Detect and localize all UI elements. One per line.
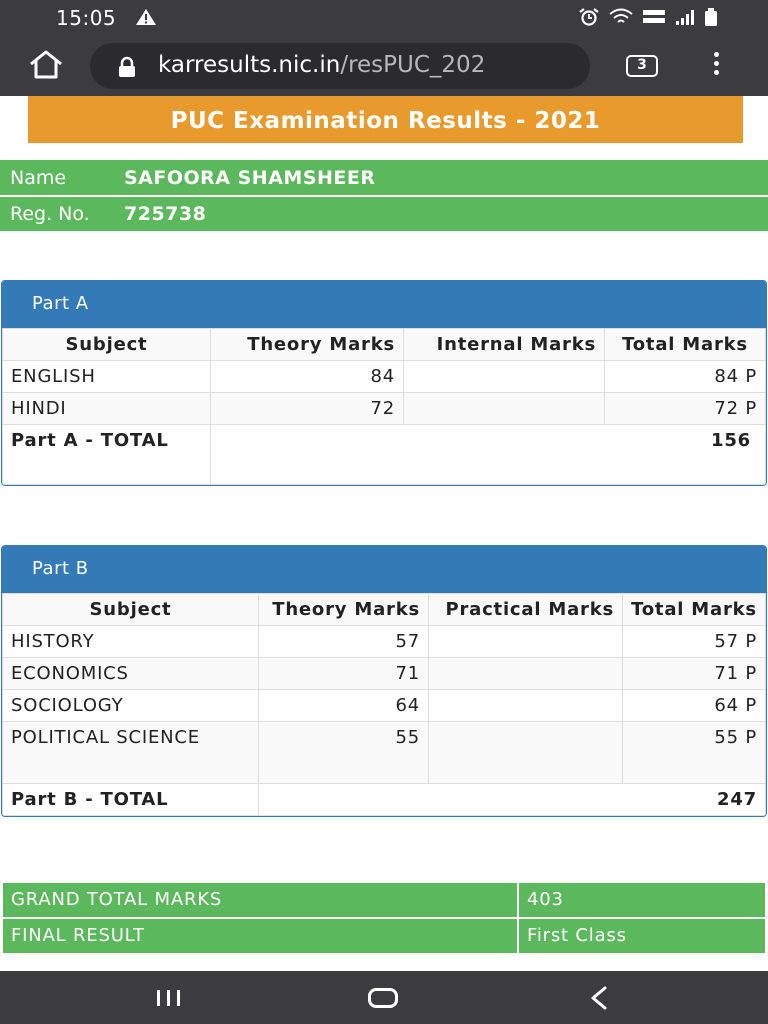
part-a-panel — [1, 280, 767, 486]
column-header: Internal Marks — [404, 329, 605, 361]
navigation-bar — [0, 971, 768, 1024]
subject-cell: HISTORY — [3, 626, 259, 658]
part-a-total: 156 — [211, 425, 766, 485]
total-cell: 71 P — [623, 658, 766, 690]
part-a-total-label: Part A - TOTAL — [3, 425, 211, 485]
part-b-table — [2, 593, 766, 816]
theory-cell: 84 — [211, 361, 404, 393]
column-header: Theory Marks — [211, 329, 404, 361]
status-bar — [0, 0, 768, 34]
part-b-title: Part B — [2, 546, 766, 593]
internal-cell — [404, 361, 605, 393]
reg-label: Reg. No. — [10, 203, 90, 225]
reg-no-row — [0, 195, 768, 231]
part-b-total-label: Part B - TOTAL — [3, 784, 259, 816]
column-header: Subject — [3, 329, 211, 361]
total-cell: 57 P — [623, 626, 766, 658]
home-icon[interactable] — [28, 50, 64, 80]
subject-cell: HINDI — [3, 393, 211, 425]
grand-total-label: GRAND TOTAL MARKS — [2, 882, 518, 918]
part-b-panel — [1, 545, 767, 817]
part-a-total-row — [3, 425, 766, 485]
reg-number: 725738 — [124, 203, 207, 225]
table-row — [3, 722, 766, 784]
url-domain: karresults.nic.in — [158, 52, 341, 78]
browser-toolbar — [0, 34, 768, 96]
grand-total-row — [2, 882, 766, 918]
column-header: Subject — [3, 594, 259, 626]
total-cell: 64 P — [623, 690, 766, 722]
home-button-icon[interactable] — [368, 988, 398, 1008]
table-row — [3, 690, 766, 722]
column-header: Practical Marks — [429, 594, 623, 626]
subject-cell: ENGLISH — [3, 361, 211, 393]
lock-icon — [116, 56, 138, 78]
final-result-label: FINAL RESULT — [2, 918, 518, 954]
url-path: /resPUC_202 — [340, 52, 486, 78]
table-row — [3, 393, 766, 425]
subject-cell: POLITICAL SCIENCE — [3, 722, 259, 784]
table-row — [3, 658, 766, 690]
battery-icon — [704, 8, 718, 26]
part-a-table — [2, 328, 766, 485]
page-title: PUC Examination Results - 2021 — [28, 96, 743, 143]
theory-cell: 71 — [259, 658, 429, 690]
part-a-title: Part A — [2, 281, 766, 328]
part-b-total: 247 — [259, 784, 766, 816]
final-result-value: First Class — [518, 918, 766, 954]
recent-apps-icon[interactable] — [155, 989, 183, 1007]
table-header — [3, 594, 766, 626]
tab-switcher-button[interactable]: 3 — [626, 55, 658, 77]
warning-icon — [135, 8, 157, 26]
total-cell: 84 P — [605, 361, 766, 393]
subject-cell: SOCIOLOGY — [3, 690, 259, 722]
practical-cell — [429, 658, 623, 690]
table-row — [3, 361, 766, 393]
table-row — [3, 626, 766, 658]
more-options-icon[interactable] — [708, 52, 724, 78]
internal-cell — [404, 393, 605, 425]
result-summary — [1, 881, 767, 955]
wifi-icon — [608, 8, 634, 26]
grand-total-value: 403 — [518, 882, 766, 918]
theory-cell: 72 — [211, 393, 404, 425]
volte-icon — [642, 8, 666, 26]
status-icons — [578, 7, 718, 27]
column-header: Theory Marks — [259, 594, 429, 626]
student-name-row — [0, 160, 768, 195]
practical-cell — [429, 722, 623, 784]
column-header: Total Marks — [605, 329, 766, 361]
subject-cell: ECONOMICS — [3, 658, 259, 690]
theory-cell: 55 — [259, 722, 429, 784]
theory-cell: 57 — [259, 626, 429, 658]
practical-cell — [429, 690, 623, 722]
name-label: Name — [10, 167, 67, 189]
final-result-row — [2, 918, 766, 954]
student-info — [0, 160, 768, 231]
column-header: Total Marks — [623, 594, 766, 626]
alarm-icon — [578, 8, 600, 26]
total-cell: 55 P — [623, 722, 766, 784]
part-b-total-row — [3, 784, 766, 816]
theory-cell: 64 — [259, 690, 429, 722]
signal-icon — [674, 8, 696, 26]
total-cell: 72 P — [605, 393, 766, 425]
back-icon[interactable] — [588, 986, 610, 1010]
practical-cell — [429, 626, 623, 658]
status-time: 15:05 — [56, 6, 117, 30]
table-header — [3, 329, 766, 361]
student-name: SAFOORA SHAMSHEER — [124, 167, 376, 189]
address-bar[interactable] — [90, 43, 590, 89]
url-text — [158, 52, 485, 78]
